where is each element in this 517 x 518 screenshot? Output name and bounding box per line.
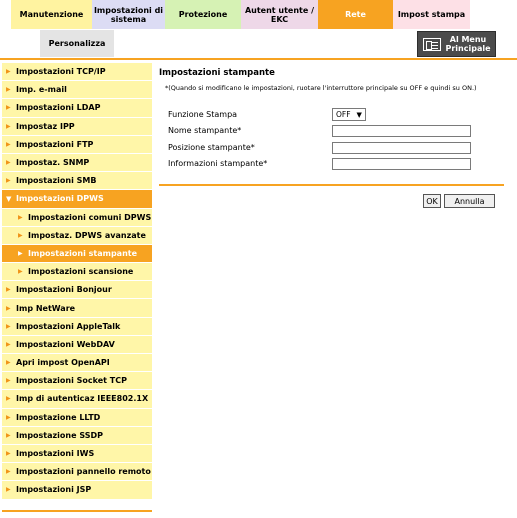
sidebar-item-socket-tcp[interactable]	[2, 372, 152, 390]
cancel-button[interactable]: Annulla	[444, 194, 495, 208]
arrow-right-icon: ▶	[6, 322, 11, 330]
sidebar-item-label: Imp NetWare	[16, 303, 76, 313]
arrow-right-icon: ▶	[6, 468, 11, 476]
sidebar-item-label: Imp. e-mail	[16, 85, 67, 95]
form-divider	[159, 184, 504, 186]
tab-autent-utente[interactable]: Autent utente / EKC	[241, 0, 318, 29]
sidebar-item-iws[interactable]	[2, 445, 152, 463]
tab-impostazioni-sistema[interactable]: Impostazioni di sistema	[92, 0, 165, 29]
sidebar-item-openapi[interactable]	[2, 354, 152, 372]
arrow-right-icon: ▶	[6, 159, 11, 167]
arrow-right-icon: ▶	[18, 268, 23, 276]
sidebar-item-ipp[interactable]	[2, 118, 152, 136]
sidebar-item-lltd[interactable]	[2, 409, 152, 427]
arrow-right-icon: ▶	[6, 431, 11, 439]
page-title: Impostazioni stampante	[159, 68, 275, 78]
tab-impost-stampa[interactable]: Impost stampa	[393, 0, 470, 29]
sidebar-item-label: Impostazioni Socket TCP	[16, 376, 127, 386]
sidebar-item-label: Impostaz. DPWS avanzate	[28, 230, 146, 240]
sidebar-bottom-divider	[2, 510, 152, 512]
sidebar-item-snmp[interactable]	[2, 154, 152, 172]
sidebar-item-label: Impostazioni IWS	[16, 449, 95, 459]
tab-personalizza[interactable]: Personalizza	[40, 30, 114, 57]
sidebar-item-ftp[interactable]	[2, 136, 152, 154]
sidebar-item-tcpip[interactable]	[2, 63, 152, 81]
arrow-right-icon: ▶	[6, 413, 11, 421]
sidebar-item-label: Impostazioni FTP	[16, 139, 94, 149]
tab-rete[interactable]: Rete	[318, 0, 393, 29]
main-content	[159, 68, 504, 206]
sidebar-subitem-dpws-comuni[interactable]	[2, 209, 152, 227]
header-divider	[0, 58, 517, 60]
sidebar-item-label: Impostazioni SMB	[16, 176, 97, 186]
sidebar-subitem-scansione[interactable]	[2, 263, 152, 281]
informazioni-stampante-label: Informazioni stampante*	[168, 159, 268, 168]
arrow-right-icon: ▶	[6, 104, 11, 112]
funzione-stampa-select[interactable]	[332, 108, 366, 121]
nome-stampante-label: Nome stampante*	[168, 126, 242, 135]
arrow-right-icon: ▶	[6, 140, 11, 148]
arrow-right-icon: ▶	[18, 249, 23, 257]
sidebar-item-label: Impostazioni TCP/IP	[16, 67, 106, 77]
sidebar-item-label: Impostazioni JSP	[16, 485, 92, 495]
sidebar-item-ieee8021x[interactable]	[2, 390, 152, 408]
sidebar-item-netware[interactable]	[2, 299, 152, 317]
sidebar-item-label: Impostazioni stampante	[28, 248, 138, 258]
sidebar-item-ldap[interactable]	[2, 99, 152, 117]
ok-button[interactable]: OK	[423, 194, 441, 208]
arrow-right-icon: ▶	[6, 486, 11, 494]
arrow-right-icon: ▶	[6, 450, 11, 458]
menu-icon	[423, 38, 441, 51]
sidebar-item-label: Apri impost OpenAPI	[16, 358, 110, 368]
arrow-right-icon: ▶	[6, 340, 11, 348]
sidebar-item-webdav[interactable]	[2, 336, 152, 354]
sidebar-item-jsp[interactable]	[2, 481, 152, 499]
sidebar-item-bonjour[interactable]	[2, 281, 152, 299]
funzione-stampa-value: OFF	[336, 110, 351, 119]
arrow-right-icon: ▶	[6, 177, 11, 185]
arrow-right-icon: ▶	[6, 395, 11, 403]
nome-stampante-input[interactable]	[332, 125, 471, 137]
chevron-down-icon: ▼	[356, 110, 362, 119]
posizione-stampante-label: Posizione stampante*	[168, 143, 255, 152]
arrow-right-icon: ▶	[6, 68, 11, 76]
sidebar-item-label: Impostazione LLTD	[16, 412, 101, 422]
sidebar-item-appletalk[interactable]	[2, 318, 152, 336]
sidebar-item-label: Imp di autenticaz IEEE802.1X	[16, 394, 149, 404]
sidebar-item-label: Impostazioni Bonjour	[16, 285, 112, 295]
arrow-right-icon: ▶	[6, 122, 11, 130]
funzione-stampa-label: Funzione Stampa	[168, 110, 238, 119]
arrow-right-icon: ▶	[18, 213, 23, 221]
sidebar-subitem-dpws-avanzate[interactable]	[2, 227, 152, 245]
sidebar-item-label: Impostazione SSDP	[16, 430, 103, 440]
sidebar-subitem-stampante[interactable]	[2, 245, 152, 263]
sidebar-item-label: Impostaz IPP	[16, 121, 75, 131]
sidebar-item-label: Impostaz. SNMP	[16, 158, 90, 168]
arrow-right-icon: ▶	[6, 304, 11, 312]
sidebar-item-ssdp[interactable]	[2, 427, 152, 445]
sidebar-item-label: Impostazioni comuni DPWS	[28, 212, 152, 222]
sidebar-item-pannello-remoto[interactable]	[2, 463, 152, 481]
arrow-right-icon: ▶	[6, 86, 11, 94]
main-menu-label: Al Menu Principale	[445, 35, 491, 53]
sidebar-item-label: Impostazioni WebDAV	[16, 339, 115, 349]
sidebar-item-label: Impostazioni LDAP	[16, 103, 101, 113]
sidebar-item-label: Impostazioni scansione	[28, 267, 134, 277]
sidebar-item-smb[interactable]	[2, 172, 152, 190]
arrow-right-icon: ▶	[6, 286, 11, 294]
sidebar	[2, 63, 152, 500]
arrow-right-icon: ▶	[18, 231, 23, 239]
sidebar-item-label: Impostazioni AppleTalk	[16, 321, 121, 331]
sidebar-item-label: Impostazioni pannello remoto	[16, 467, 151, 477]
posizione-stampante-input[interactable]	[332, 142, 471, 154]
arrow-right-icon: ▶	[6, 377, 11, 385]
sidebar-item-email[interactable]	[2, 81, 152, 99]
sidebar-item-label: Impostazioni DPWS	[16, 194, 104, 204]
informazioni-stampante-input[interactable]	[332, 158, 471, 170]
arrow-right-icon: ▶	[6, 359, 11, 367]
tab-protezione[interactable]: Protezione	[165, 0, 241, 29]
restart-note: *(Quando si modificano le impostazioni, ruotare l'interruttore principale su OFF e quindi su ON.)	[165, 84, 477, 92]
main-menu-button[interactable]	[417, 31, 496, 57]
sidebar-item-dpws[interactable]	[2, 190, 152, 208]
arrow-down-icon: ▼	[6, 194, 12, 203]
tab-manutenzione[interactable]: Manutenzione	[11, 0, 92, 29]
